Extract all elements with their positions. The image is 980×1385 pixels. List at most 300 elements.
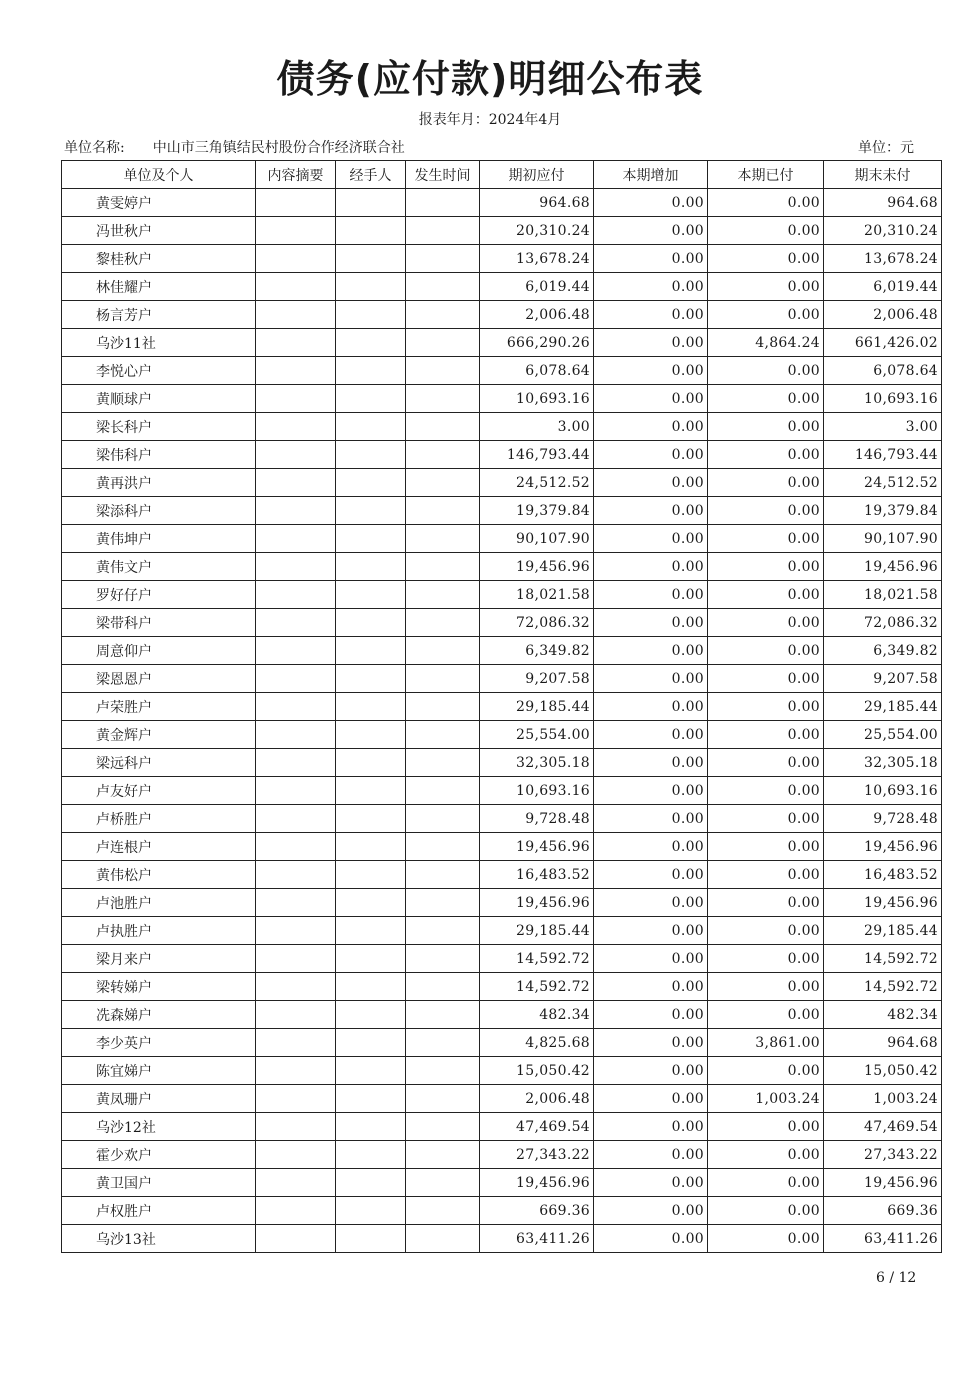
date-cell (406, 217, 480, 245)
date-cell (406, 1085, 480, 1113)
period-paid-cell: 0.00 (708, 469, 824, 497)
opening-payable-cell: 2,006.48 (480, 301, 594, 329)
payee-name-cell: 卢权胜户 (62, 1197, 256, 1225)
date-cell (406, 273, 480, 301)
payee-name-cell: 黄伟文户 (62, 553, 256, 581)
table-row (62, 441, 942, 469)
summary-cell (256, 1169, 336, 1197)
date-cell (406, 945, 480, 973)
payee-name-cell: 黄再洪户 (62, 469, 256, 497)
summary-cell (256, 1001, 336, 1029)
closing-unpaid-cell: 19,456.96 (824, 889, 942, 917)
period-paid-cell: 0.00 (708, 217, 824, 245)
handler-cell (336, 777, 406, 805)
period-paid-cell: 0.00 (708, 805, 824, 833)
table-row (62, 1085, 942, 1113)
table-header-row (62, 161, 942, 189)
payee-name-cell: 梁带科户 (62, 609, 256, 637)
summary-cell (256, 553, 336, 581)
period-paid-cell: 0.00 (708, 637, 824, 665)
handler-cell (336, 1085, 406, 1113)
summary-cell (256, 777, 336, 805)
period-increase-cell: 0.00 (594, 805, 708, 833)
period-increase-cell: 0.00 (594, 973, 708, 1001)
summary-cell (256, 1029, 336, 1057)
period-increase-cell: 0.00 (594, 1141, 708, 1169)
closing-unpaid-cell: 47,469.54 (824, 1113, 942, 1141)
opening-payable-cell: 4,825.68 (480, 1029, 594, 1057)
date-cell (406, 973, 480, 1001)
column-header: 本期已付 (708, 161, 824, 189)
date-cell (406, 189, 480, 217)
opening-payable-cell: 3.00 (480, 413, 594, 441)
period-paid-cell: 0.00 (708, 889, 824, 917)
period-paid-cell: 0.00 (708, 917, 824, 945)
table-row (62, 609, 942, 637)
payee-name-cell: 黄顺球户 (62, 385, 256, 413)
period-paid-cell: 3,861.00 (708, 1029, 824, 1057)
period-increase-cell: 0.00 (594, 665, 708, 693)
handler-cell (336, 1001, 406, 1029)
period-increase-cell: 0.00 (594, 777, 708, 805)
summary-cell (256, 945, 336, 973)
handler-cell (336, 945, 406, 973)
closing-unpaid-cell: 14,592.72 (824, 945, 942, 973)
period-paid-cell: 0.00 (708, 189, 824, 217)
handler-cell (336, 637, 406, 665)
opening-payable-cell: 32,305.18 (480, 749, 594, 777)
table-row (62, 385, 942, 413)
closing-unpaid-cell: 3.00 (824, 413, 942, 441)
payee-name-cell: 黄伟松户 (62, 861, 256, 889)
period-increase-cell: 0.00 (594, 1113, 708, 1141)
date-cell (406, 1057, 480, 1085)
page-title: 债务(应付款)明细公布表 (276, 57, 704, 101)
period-paid-cell: 0.00 (708, 693, 824, 721)
date-cell (406, 665, 480, 693)
page-number: 6 / 12 (876, 1270, 917, 1286)
period-paid-cell: 0.00 (708, 721, 824, 749)
handler-cell (336, 833, 406, 861)
period-increase-cell: 0.00 (594, 273, 708, 301)
summary-cell (256, 441, 336, 469)
opening-payable-cell: 9,728.48 (480, 805, 594, 833)
handler-cell (336, 861, 406, 889)
date-cell (406, 385, 480, 413)
summary-cell (256, 665, 336, 693)
report-date: 报表年月：2024年4月 (418, 112, 562, 128)
payee-name-cell: 乌沙12社 (62, 1113, 256, 1141)
payee-name-cell: 林佳耀户 (62, 273, 256, 301)
table-row (62, 1197, 942, 1225)
date-cell (406, 441, 480, 469)
handler-cell (336, 413, 406, 441)
closing-unpaid-cell: 10,693.16 (824, 777, 942, 805)
date-cell (406, 1169, 480, 1197)
opening-payable-cell: 19,456.96 (480, 889, 594, 917)
closing-unpaid-cell: 19,456.96 (824, 833, 942, 861)
date-cell (406, 1029, 480, 1057)
date-cell (406, 329, 480, 357)
handler-cell (336, 469, 406, 497)
closing-unpaid-cell: 13,678.24 (824, 245, 942, 273)
opening-payable-cell: 6,349.82 (480, 637, 594, 665)
summary-cell (256, 497, 336, 525)
closing-unpaid-cell: 19,456.96 (824, 1169, 942, 1197)
unit-name-value: 中山市三角镇结民村股份合作经济联合社 (152, 140, 405, 156)
handler-cell (336, 917, 406, 945)
period-paid-cell: 0.00 (708, 609, 824, 637)
handler-cell (336, 1057, 406, 1085)
payee-name-cell: 黄卫国户 (62, 1169, 256, 1197)
opening-payable-cell: 19,456.96 (480, 553, 594, 581)
period-increase-cell: 0.00 (594, 441, 708, 469)
period-paid-cell: 0.00 (708, 385, 824, 413)
date-cell (406, 469, 480, 497)
period-increase-cell: 0.00 (594, 693, 708, 721)
payee-name-cell: 卢友好户 (62, 777, 256, 805)
period-paid-cell: 0.00 (708, 1225, 824, 1253)
handler-cell (336, 749, 406, 777)
period-increase-cell: 0.00 (594, 329, 708, 357)
closing-unpaid-cell: 964.68 (824, 1029, 942, 1057)
opening-payable-cell: 18,021.58 (480, 581, 594, 609)
summary-cell (256, 721, 336, 749)
opening-payable-cell: 19,379.84 (480, 497, 594, 525)
table-row (62, 1029, 942, 1057)
payee-name-cell: 梁转娣户 (62, 973, 256, 1001)
table-row (62, 889, 942, 917)
opening-payable-cell: 20,310.24 (480, 217, 594, 245)
summary-cell (256, 469, 336, 497)
payee-name-cell: 梁远科户 (62, 749, 256, 777)
payee-name-cell: 周意仰户 (62, 637, 256, 665)
summary-cell (256, 357, 336, 385)
closing-unpaid-cell: 669.36 (824, 1197, 942, 1225)
date-cell (406, 917, 480, 945)
table-row (62, 469, 942, 497)
period-paid-cell: 0.00 (708, 861, 824, 889)
closing-unpaid-cell: 2,006.48 (824, 301, 942, 329)
closing-unpaid-cell: 32,305.18 (824, 749, 942, 777)
closing-unpaid-cell: 19,379.84 (824, 497, 942, 525)
period-increase-cell: 0.00 (594, 1169, 708, 1197)
payee-name-cell: 黎桂秋户 (62, 245, 256, 273)
period-paid-cell: 0.00 (708, 945, 824, 973)
period-increase-cell: 0.00 (594, 861, 708, 889)
period-increase-cell: 0.00 (594, 833, 708, 861)
payee-name-cell: 黄金辉户 (62, 721, 256, 749)
date-cell (406, 805, 480, 833)
handler-cell (336, 805, 406, 833)
handler-cell (336, 1029, 406, 1057)
table-row (62, 637, 942, 665)
summary-cell (256, 1225, 336, 1253)
period-paid-cell: 0.00 (708, 1001, 824, 1029)
table-row (62, 1057, 942, 1085)
period-increase-cell: 0.00 (594, 917, 708, 945)
handler-cell (336, 609, 406, 637)
period-paid-cell: 0.00 (708, 1169, 824, 1197)
closing-unpaid-cell: 146,793.44 (824, 441, 942, 469)
debt-detail-table (61, 160, 942, 1253)
opening-payable-cell: 47,469.54 (480, 1113, 594, 1141)
closing-unpaid-cell: 1,003.24 (824, 1085, 942, 1113)
opening-payable-cell: 19,456.96 (480, 1169, 594, 1197)
table-row (62, 273, 942, 301)
handler-cell (336, 665, 406, 693)
handler-cell (336, 245, 406, 273)
summary-cell (256, 245, 336, 273)
summary-cell (256, 273, 336, 301)
table-row (62, 329, 942, 357)
date-cell (406, 1225, 480, 1253)
opening-payable-cell: 482.34 (480, 1001, 594, 1029)
date-cell (406, 525, 480, 553)
handler-cell (336, 973, 406, 1001)
opening-payable-cell: 15,050.42 (480, 1057, 594, 1085)
table-row (62, 805, 942, 833)
period-increase-cell: 0.00 (594, 1197, 708, 1225)
opening-payable-cell: 29,185.44 (480, 917, 594, 945)
table-row (62, 217, 942, 245)
period-paid-cell: 4,864.24 (708, 329, 824, 357)
period-increase-cell: 0.00 (594, 721, 708, 749)
opening-payable-cell: 2,006.48 (480, 1085, 594, 1113)
period-increase-cell: 0.00 (594, 217, 708, 245)
table-row (62, 525, 942, 553)
closing-unpaid-cell: 482.34 (824, 1001, 942, 1029)
handler-cell (336, 497, 406, 525)
summary-cell (256, 301, 336, 329)
closing-unpaid-cell: 29,185.44 (824, 917, 942, 945)
table-body (62, 189, 942, 1253)
payee-name-cell: 卢执胜户 (62, 917, 256, 945)
period-paid-cell: 0.00 (708, 665, 824, 693)
date-cell (406, 833, 480, 861)
table-row (62, 357, 942, 385)
table-row (62, 581, 942, 609)
payee-name-cell: 梁月来户 (62, 945, 256, 973)
closing-unpaid-cell: 16,483.52 (824, 861, 942, 889)
closing-unpaid-cell: 14,592.72 (824, 973, 942, 1001)
period-increase-cell: 0.00 (594, 385, 708, 413)
summary-cell (256, 1141, 336, 1169)
opening-payable-cell: 24,512.52 (480, 469, 594, 497)
period-increase-cell: 0.00 (594, 497, 708, 525)
table-row (62, 693, 942, 721)
date-cell (406, 889, 480, 917)
handler-cell (336, 1113, 406, 1141)
opening-payable-cell: 25,554.00 (480, 721, 594, 749)
date-cell (406, 1197, 480, 1225)
opening-payable-cell: 146,793.44 (480, 441, 594, 469)
handler-cell (336, 329, 406, 357)
period-increase-cell: 0.00 (594, 553, 708, 581)
period-increase-cell: 0.00 (594, 1085, 708, 1113)
summary-cell (256, 1113, 336, 1141)
closing-unpaid-cell: 661,426.02 (824, 329, 942, 357)
table-row (62, 917, 942, 945)
column-header: 经手人 (336, 161, 406, 189)
table-row (62, 1225, 942, 1253)
closing-unpaid-cell: 19,456.96 (824, 553, 942, 581)
period-paid-cell: 0.00 (708, 1197, 824, 1225)
payee-name-cell: 陈宜娣户 (62, 1057, 256, 1085)
opening-payable-cell: 964.68 (480, 189, 594, 217)
opening-payable-cell: 90,107.90 (480, 525, 594, 553)
period-paid-cell: 0.00 (708, 525, 824, 553)
period-paid-cell: 0.00 (708, 245, 824, 273)
summary-cell (256, 805, 336, 833)
handler-cell (336, 1197, 406, 1225)
table-row (62, 189, 942, 217)
closing-unpaid-cell: 18,021.58 (824, 581, 942, 609)
period-increase-cell: 0.00 (594, 1029, 708, 1057)
period-increase-cell: 0.00 (594, 413, 708, 441)
period-paid-cell: 0.00 (708, 1113, 824, 1141)
table-row (62, 665, 942, 693)
opening-payable-cell: 27,343.22 (480, 1141, 594, 1169)
handler-cell (336, 1225, 406, 1253)
period-paid-cell: 0.00 (708, 1141, 824, 1169)
summary-cell (256, 189, 336, 217)
closing-unpaid-cell: 72,086.32 (824, 609, 942, 637)
period-paid-cell: 0.00 (708, 1057, 824, 1085)
date-cell (406, 581, 480, 609)
closing-unpaid-cell: 63,411.26 (824, 1225, 942, 1253)
table-row (62, 1169, 942, 1197)
date-cell (406, 749, 480, 777)
summary-cell (256, 329, 336, 357)
table-row (62, 945, 942, 973)
closing-unpaid-cell: 29,185.44 (824, 693, 942, 721)
period-paid-cell: 0.00 (708, 441, 824, 469)
period-increase-cell: 0.00 (594, 525, 708, 553)
closing-unpaid-cell: 9,207.58 (824, 665, 942, 693)
date-cell (406, 1001, 480, 1029)
column-header: 期末未付 (824, 161, 942, 189)
closing-unpaid-cell: 20,310.24 (824, 217, 942, 245)
period-increase-cell: 0.00 (594, 357, 708, 385)
opening-payable-cell: 10,693.16 (480, 777, 594, 805)
handler-cell (336, 721, 406, 749)
unit-name-label: 单位名称: (64, 140, 125, 156)
period-paid-cell: 0.00 (708, 497, 824, 525)
payee-name-cell: 李悦心户 (62, 357, 256, 385)
date-cell (406, 861, 480, 889)
payee-name-cell: 乌沙11社 (62, 329, 256, 357)
payee-name-cell: 黄伟坤户 (62, 525, 256, 553)
closing-unpaid-cell: 24,512.52 (824, 469, 942, 497)
closing-unpaid-cell: 15,050.42 (824, 1057, 942, 1085)
date-cell (406, 553, 480, 581)
summary-cell (256, 917, 336, 945)
period-paid-cell: 0.00 (708, 777, 824, 805)
column-header: 期初应付 (480, 161, 594, 189)
payee-name-cell: 卢连根户 (62, 833, 256, 861)
payee-name-cell: 卢桥胜户 (62, 805, 256, 833)
opening-payable-cell: 13,678.24 (480, 245, 594, 273)
period-paid-cell: 0.00 (708, 973, 824, 1001)
table-row (62, 1001, 942, 1029)
handler-cell (336, 301, 406, 329)
summary-cell (256, 413, 336, 441)
date-cell (406, 357, 480, 385)
date-cell (406, 693, 480, 721)
period-paid-cell: 0.00 (708, 749, 824, 777)
payee-name-cell: 梁伟科户 (62, 441, 256, 469)
payee-name-cell: 梁长科户 (62, 413, 256, 441)
payee-name-cell: 霍少欢户 (62, 1141, 256, 1169)
closing-unpaid-cell: 90,107.90 (824, 525, 942, 553)
opening-payable-cell: 6,019.44 (480, 273, 594, 301)
opening-payable-cell: 29,185.44 (480, 693, 594, 721)
closing-unpaid-cell: 27,343.22 (824, 1141, 942, 1169)
handler-cell (336, 889, 406, 917)
period-increase-cell: 0.00 (594, 469, 708, 497)
table-row (62, 413, 942, 441)
table-row (62, 497, 942, 525)
period-paid-cell: 0.00 (708, 301, 824, 329)
period-paid-cell: 0.00 (708, 273, 824, 301)
date-cell (406, 413, 480, 441)
period-increase-cell: 0.00 (594, 301, 708, 329)
closing-unpaid-cell: 6,078.64 (824, 357, 942, 385)
period-increase-cell: 0.00 (594, 245, 708, 273)
unit-name-line (64, 137, 405, 157)
summary-cell (256, 217, 336, 245)
opening-payable-cell: 19,456.96 (480, 833, 594, 861)
column-header: 单位及个人 (62, 161, 256, 189)
summary-cell (256, 749, 336, 777)
table-row (62, 749, 942, 777)
table-row (62, 245, 942, 273)
period-paid-cell: 0.00 (708, 581, 824, 609)
payee-name-cell: 李少英户 (62, 1029, 256, 1057)
date-cell (406, 1113, 480, 1141)
payee-name-cell: 梁添科户 (62, 497, 256, 525)
payee-name-cell: 罗好仔户 (62, 581, 256, 609)
handler-cell (336, 385, 406, 413)
handler-cell (336, 581, 406, 609)
column-header: 本期增加 (594, 161, 708, 189)
closing-unpaid-cell: 6,019.44 (824, 273, 942, 301)
summary-cell (256, 609, 336, 637)
table-row (62, 777, 942, 805)
payee-name-cell: 卢池胜户 (62, 889, 256, 917)
period-increase-cell: 0.00 (594, 581, 708, 609)
opening-payable-cell: 10,693.16 (480, 385, 594, 413)
period-increase-cell: 0.00 (594, 1001, 708, 1029)
handler-cell (336, 525, 406, 553)
closing-unpaid-cell: 10,693.16 (824, 385, 942, 413)
summary-cell (256, 525, 336, 553)
period-paid-cell: 0.00 (708, 357, 824, 385)
column-header: 发生时间 (406, 161, 480, 189)
handler-cell (336, 553, 406, 581)
period-increase-cell: 0.00 (594, 609, 708, 637)
handler-cell (336, 1141, 406, 1169)
table-row (62, 861, 942, 889)
handler-cell (336, 357, 406, 385)
summary-cell (256, 1057, 336, 1085)
period-paid-cell: 0.00 (708, 553, 824, 581)
payee-name-cell: 冯世秋户 (62, 217, 256, 245)
table-row (62, 721, 942, 749)
period-paid-cell: 1,003.24 (708, 1085, 824, 1113)
date-cell (406, 497, 480, 525)
